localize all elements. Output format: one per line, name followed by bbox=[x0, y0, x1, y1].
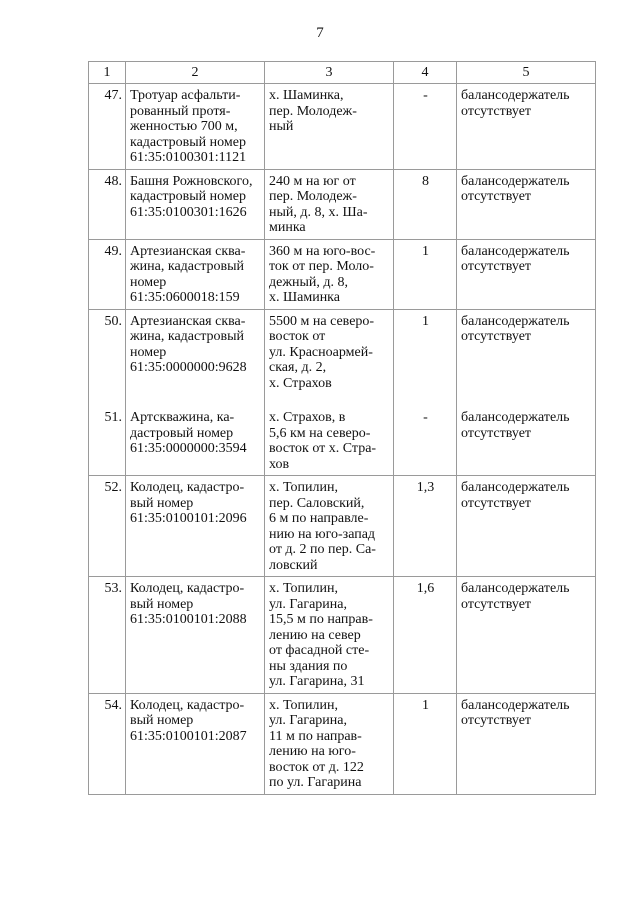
location-cell bbox=[265, 394, 394, 476]
location-line: минка bbox=[269, 220, 306, 235]
quantity-cell: - bbox=[394, 84, 457, 170]
page-number: 7 bbox=[316, 25, 324, 41]
column-header-3: 3 bbox=[265, 62, 394, 84]
object-name-cell bbox=[126, 309, 265, 394]
table-row bbox=[89, 394, 596, 476]
object-name-line: 61:35:0100301:1626 bbox=[130, 204, 247, 220]
location-line: ны здания по bbox=[269, 658, 348, 674]
object-name-line: вый номер bbox=[130, 596, 194, 612]
location-cell bbox=[265, 476, 394, 577]
row-number: 48. bbox=[89, 169, 126, 239]
object-name-line: Колодец, кадастро- bbox=[130, 480, 245, 495]
object-name-line: Артскважина, ка- bbox=[130, 410, 235, 425]
quantity-cell: 1 bbox=[394, 309, 457, 394]
owner-line: отсутствует bbox=[461, 596, 532, 612]
column-header-1: 1 bbox=[89, 62, 126, 84]
owner-line: балансодержатель bbox=[461, 243, 570, 259]
object-name-line: Артезианская сква- bbox=[130, 313, 246, 329]
location-line: 360 м на юго-вос- bbox=[269, 243, 376, 259]
object-name-line: 61:35:0100101:2087 bbox=[130, 728, 247, 744]
quantity-cell: 1,3 bbox=[394, 476, 457, 577]
object-name-line: кадастровый номер bbox=[130, 134, 246, 150]
owner-cell bbox=[457, 84, 596, 170]
location-line: лению на юго- bbox=[269, 744, 356, 759]
owner-cell bbox=[457, 476, 596, 577]
location-line: х. Топилин, bbox=[269, 697, 338, 713]
location-line: 5,6 км на северо- bbox=[269, 425, 371, 441]
table-row bbox=[89, 693, 596, 794]
owner-line: балансодержатель bbox=[461, 173, 570, 189]
column-header-5: 5 bbox=[457, 62, 596, 84]
header-row bbox=[89, 62, 596, 84]
owner-cell bbox=[457, 577, 596, 694]
object-name-cell bbox=[126, 84, 265, 170]
object-name-cell bbox=[126, 239, 265, 309]
quantity-cell: 1 bbox=[394, 693, 457, 794]
location-line: ул. Гагарина, bbox=[269, 596, 347, 612]
owner-line: балансодержатель bbox=[461, 581, 570, 596]
location-line: ловский bbox=[269, 557, 318, 573]
location-line: от д. 2 по пер. Са- bbox=[269, 542, 376, 557]
object-name-cell bbox=[126, 693, 265, 794]
quantity-cell: 1 bbox=[394, 239, 457, 309]
object-name-line: 61:35:0000000:9628 bbox=[130, 360, 247, 375]
location-line: лению на север bbox=[269, 627, 361, 643]
owner-line: отсутствует bbox=[461, 259, 532, 274]
location-line: по ул. Гагарина bbox=[269, 775, 362, 790]
location-cell bbox=[265, 239, 394, 309]
owner-line: балансодержатель bbox=[461, 313, 570, 329]
object-name-line: 61:35:0600018:159 bbox=[130, 290, 240, 305]
table-row bbox=[89, 577, 596, 694]
quantity-cell: - bbox=[394, 394, 457, 476]
location-line: х. Топилин, bbox=[269, 480, 338, 495]
row-number: 53. bbox=[89, 577, 126, 694]
owner-line: отсутствует bbox=[461, 713, 532, 728]
location-line: ул. Гагарина, bbox=[269, 713, 347, 728]
object-name-line: жина, кадастровый bbox=[130, 259, 245, 274]
quantity-cell: 1,6 bbox=[394, 577, 457, 694]
location-cell bbox=[265, 693, 394, 794]
object-name-line: номер bbox=[130, 344, 167, 360]
location-line: ный, д. 8, х. Ша- bbox=[269, 204, 368, 220]
location-line: восток от х. Стра- bbox=[269, 441, 377, 456]
location-line: 240 м на юг от bbox=[269, 173, 356, 189]
location-line: пер. Молодеж- bbox=[269, 189, 357, 204]
location-line: х. Страхов, в bbox=[269, 410, 346, 425]
row-number: 51. bbox=[89, 394, 126, 476]
row-number: 52. bbox=[89, 476, 126, 577]
table-row bbox=[89, 239, 596, 309]
owner-cell bbox=[457, 394, 596, 476]
object-name-line: рованный протя- bbox=[130, 103, 231, 119]
object-name-line: 61:35:0100301:1121 bbox=[130, 150, 247, 165]
object-name-line: дастровый номер bbox=[130, 425, 234, 441]
owner-line: отсутствует bbox=[461, 189, 532, 204]
table-row bbox=[89, 309, 596, 394]
location-cell bbox=[265, 169, 394, 239]
location-line: восток от bbox=[269, 329, 326, 344]
location-line: 15,5 м по направ- bbox=[269, 612, 373, 627]
object-name-line: номер bbox=[130, 274, 167, 290]
owner-line: отсутствует bbox=[461, 495, 532, 511]
row-number: 49. bbox=[89, 239, 126, 309]
quantity-cell: 8 bbox=[394, 169, 457, 239]
location-line: ул. Красноармей- bbox=[269, 344, 373, 360]
location-line: пер. Молодеж- bbox=[269, 103, 357, 119]
location-line: ный bbox=[269, 119, 294, 134]
table-body bbox=[89, 84, 596, 795]
location-cell bbox=[265, 577, 394, 694]
location-line: х. Топилин, bbox=[269, 581, 338, 596]
owner-line: отсутствует bbox=[461, 329, 532, 344]
object-name-cell bbox=[126, 169, 265, 239]
object-name-line: Тротуар асфальти- bbox=[130, 88, 241, 103]
object-name-line: Артезианская сква- bbox=[130, 243, 246, 259]
location-cell bbox=[265, 84, 394, 170]
object-name-cell bbox=[126, 476, 265, 577]
property-register-table bbox=[88, 61, 596, 795]
location-line: нию на юго-запад bbox=[269, 526, 376, 542]
object-name-line: вый номер bbox=[130, 495, 194, 511]
owner-cell bbox=[457, 693, 596, 794]
location-line: 5500 м на северо- bbox=[269, 313, 375, 329]
owner-cell bbox=[457, 309, 596, 394]
row-number: 47. bbox=[89, 84, 126, 170]
object-name-line: 61:35:0100101:2096 bbox=[130, 511, 247, 526]
owner-line: отсутствует bbox=[461, 425, 532, 441]
owner-line: балансодержатель bbox=[461, 410, 570, 425]
location-cell bbox=[265, 309, 394, 394]
owner-line: отсутствует bbox=[461, 103, 532, 119]
location-line: пер. Саловский, bbox=[269, 495, 365, 511]
owner-cell bbox=[457, 169, 596, 239]
location-line: х. Шаминка, bbox=[269, 88, 344, 103]
location-line: от фасадной сте- bbox=[269, 643, 370, 658]
column-header-4: 4 bbox=[394, 62, 457, 84]
object-name-line: женностью 700 м, bbox=[130, 119, 238, 134]
owner-line: балансодержатель bbox=[461, 697, 570, 713]
table-row bbox=[89, 169, 596, 239]
location-line: ток от пер. Моло- bbox=[269, 259, 374, 274]
location-line: ул. Гагарина, 31 bbox=[269, 674, 365, 689]
object-name-cell bbox=[126, 577, 265, 694]
object-name-line: вый номер bbox=[130, 713, 194, 728]
owner-line: балансодержатель bbox=[461, 480, 570, 495]
location-line: х. Шаминка bbox=[269, 290, 340, 305]
table-row bbox=[89, 476, 596, 577]
column-header-2: 2 bbox=[126, 62, 265, 84]
owner-line: балансодержатель bbox=[461, 88, 570, 103]
object-name-line: кадастровый номер bbox=[130, 189, 246, 204]
object-name-line: 61:35:0000000:3594 bbox=[130, 441, 247, 456]
object-name-line: 61:35:0100101:2088 bbox=[130, 612, 247, 627]
object-name-line: Башня Рожновского, bbox=[130, 173, 253, 189]
owner-cell bbox=[457, 239, 596, 309]
object-name-line: жина, кадастровый bbox=[130, 329, 245, 344]
location-line: ская, д. 2, bbox=[269, 360, 327, 375]
location-line: дежный, д. 8, bbox=[269, 274, 349, 290]
location-line: 6 м по направле- bbox=[269, 511, 369, 526]
location-line: восток от д. 122 bbox=[269, 759, 364, 775]
row-number: 50. bbox=[89, 309, 126, 394]
object-name-cell bbox=[126, 394, 265, 476]
object-name-line: Колодец, кадастро- bbox=[130, 697, 245, 713]
object-name-line: Колодец, кадастро- bbox=[130, 581, 245, 596]
location-line: 11 м по направ- bbox=[269, 728, 362, 744]
location-line: х. Страхов bbox=[269, 375, 332, 391]
location-line: хов bbox=[269, 456, 290, 472]
row-number: 54. bbox=[89, 693, 126, 794]
table-row bbox=[89, 84, 596, 170]
